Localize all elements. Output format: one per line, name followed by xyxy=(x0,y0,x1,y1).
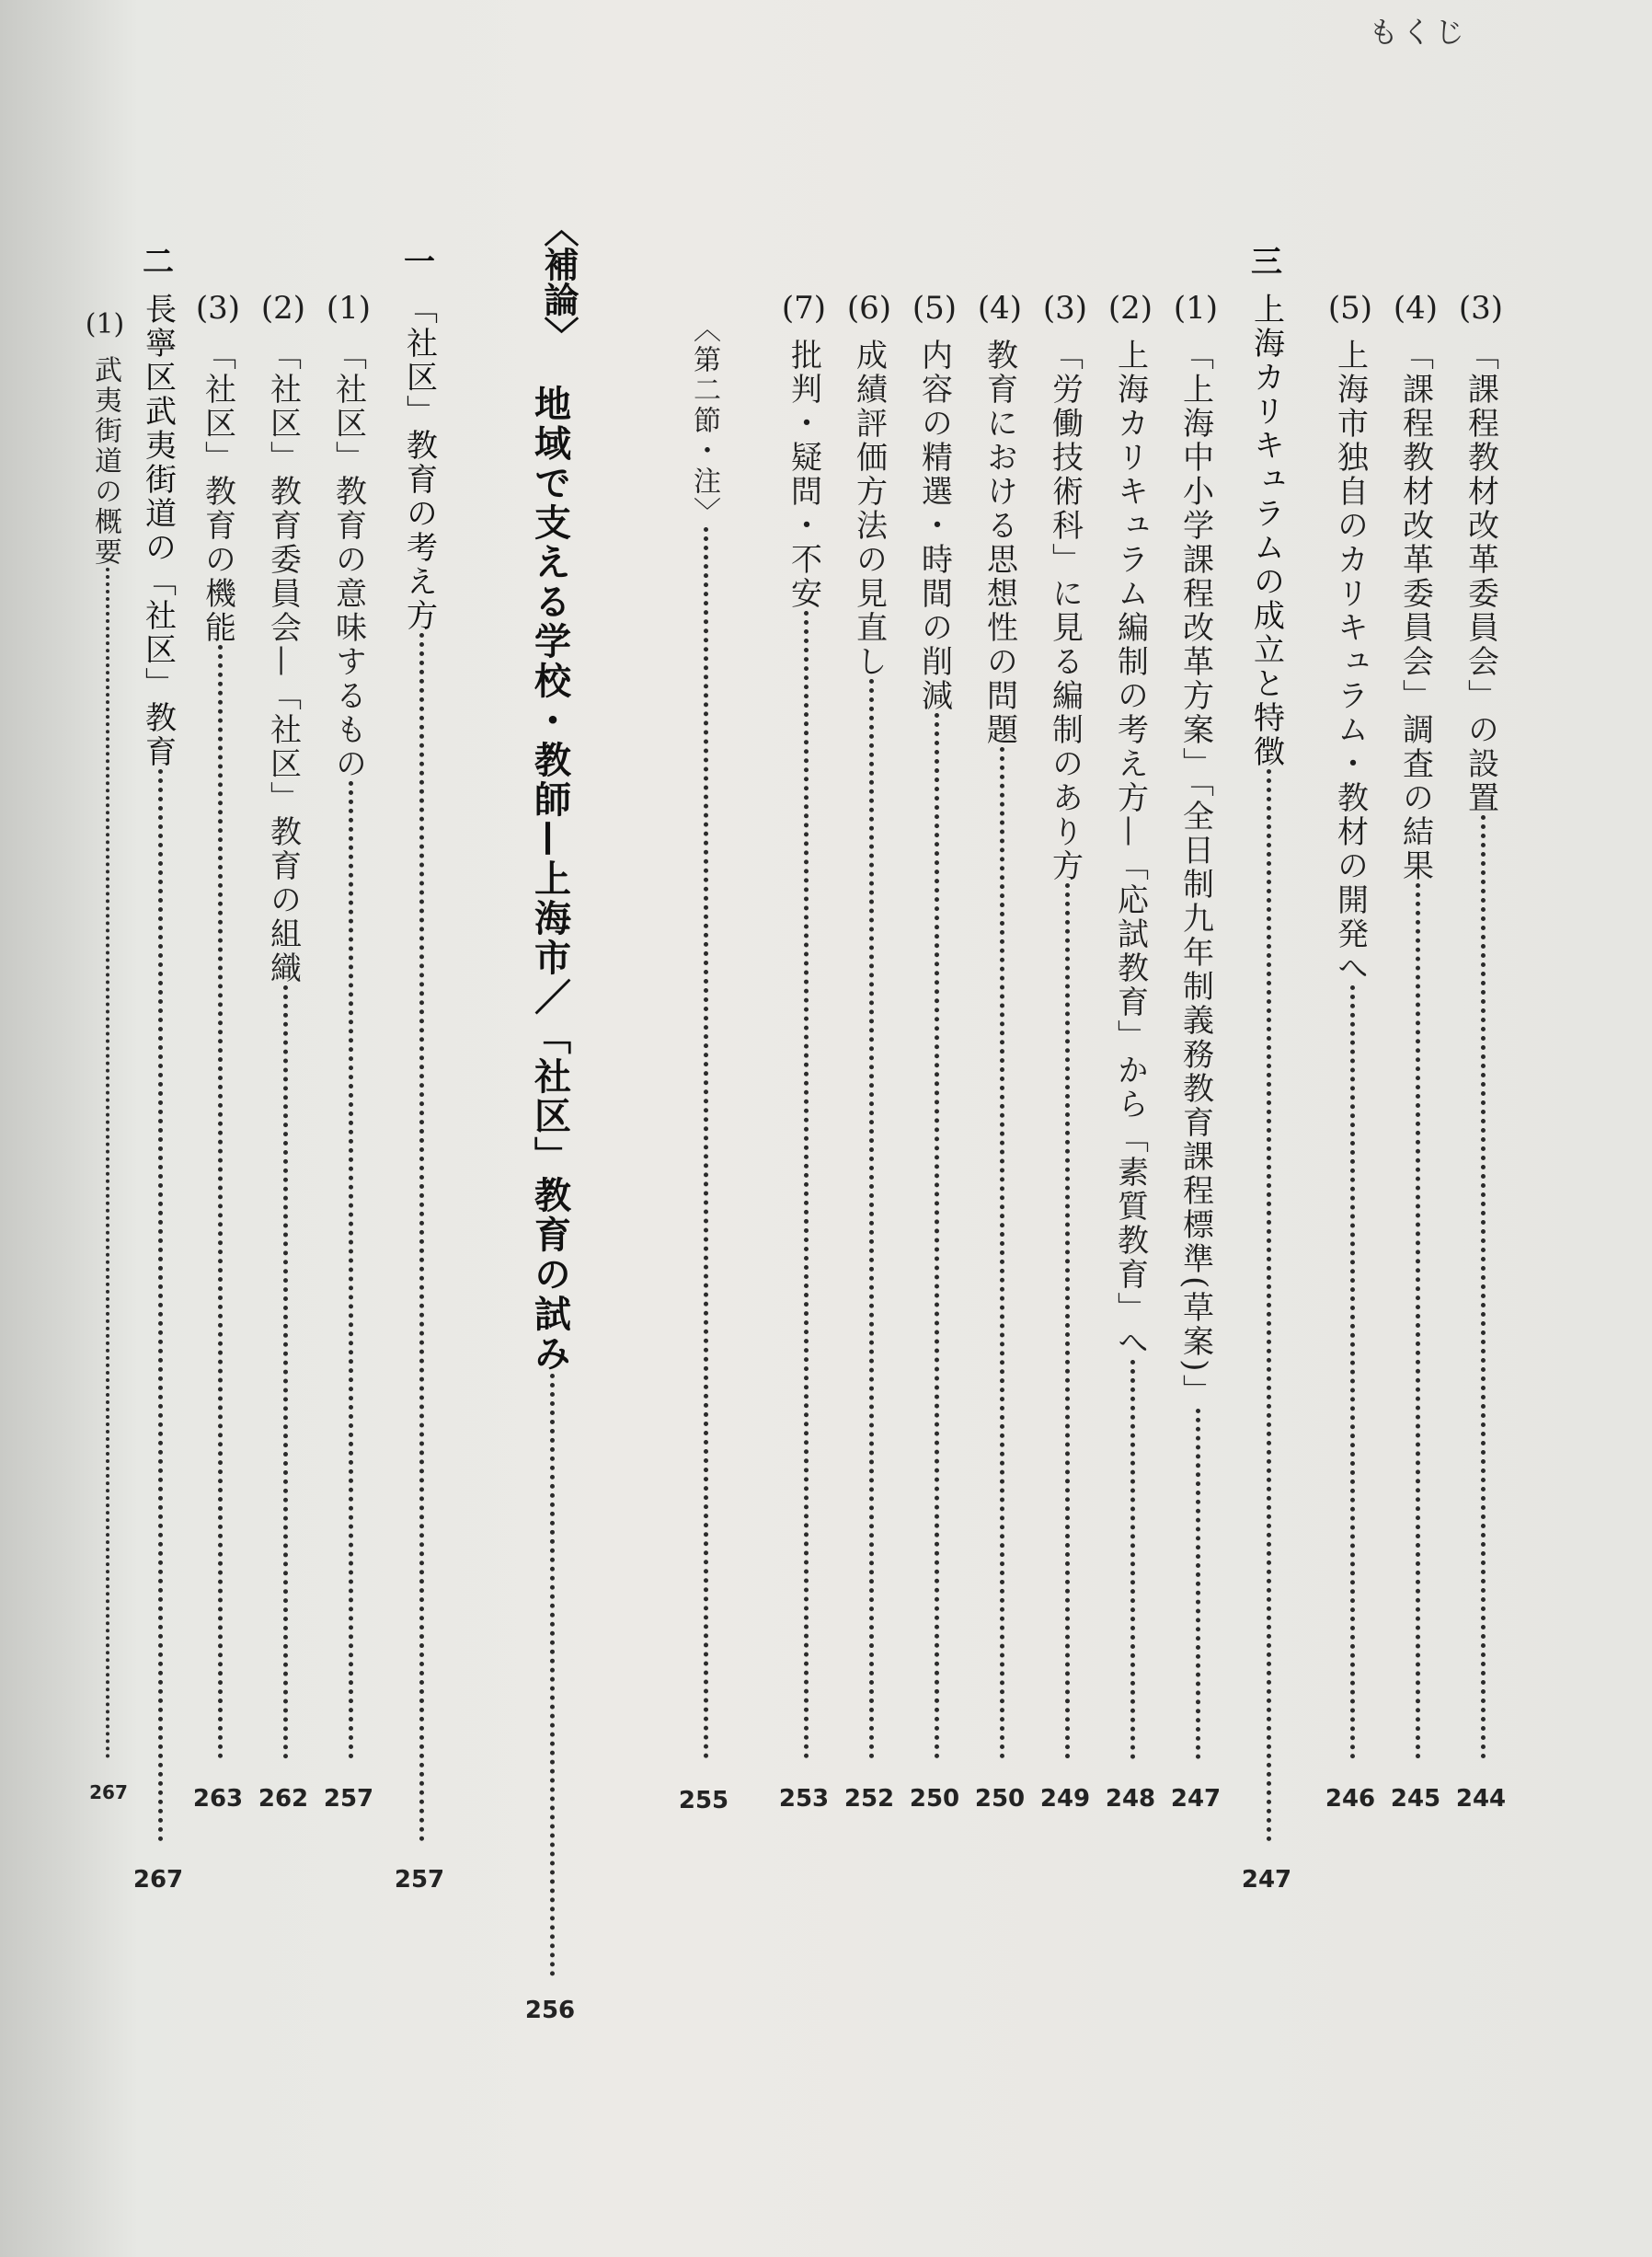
entry-title: 「社区」教育委員会—「社区」教育の組織 xyxy=(264,339,302,985)
entry-title: 「労働技術科」に見る編制のあり方 xyxy=(1046,339,1084,883)
dot-leader xyxy=(865,679,874,1759)
entry-number: (4) xyxy=(1393,290,1439,327)
entry-number: (1) xyxy=(326,290,372,327)
entry-title: 上海カリキュラムの成立と特徴 xyxy=(1247,293,1285,769)
entry-title: 〈第二節・注〉 xyxy=(688,315,720,527)
entry-title: 「社区」教育の考え方 xyxy=(400,293,438,633)
entry-title: 武夷街道の概要 xyxy=(89,355,121,568)
dot-leader xyxy=(344,781,353,1759)
entry-number: (2) xyxy=(1107,290,1153,327)
dot-leader xyxy=(1126,1360,1135,1759)
entry-page: 263 xyxy=(192,1785,244,1813)
entry-number: (6) xyxy=(846,290,892,327)
dot-leader xyxy=(100,568,109,1759)
entry-title: 「上海中小学課程改革方案」「全日制九年制義務教育課程標準(草案)」 xyxy=(1176,339,1214,1409)
entry-number: (5) xyxy=(1327,290,1373,327)
entry-page: 246 xyxy=(1325,1785,1376,1813)
entry-number: (4) xyxy=(977,290,1023,327)
entry-title: 「課程教材改革委員会」の設置 xyxy=(1462,339,1499,815)
entry-page: 250 xyxy=(909,1785,960,1813)
entry-page: 245 xyxy=(1390,1785,1441,1813)
entry-page: 250 xyxy=(974,1785,1026,1813)
entry-title: 上海市独自のカリキュラム・教材の開発へ xyxy=(1331,339,1369,985)
entry-title: 「課程教材改革委員会」調査の結果 xyxy=(1396,339,1434,883)
dot-leader xyxy=(799,611,809,1759)
entry-page: 244 xyxy=(1455,1785,1507,1813)
entry-number: (1) xyxy=(1173,290,1219,327)
entry-page: 262 xyxy=(258,1785,309,1813)
dot-leader xyxy=(1061,883,1070,1759)
entry-number: (3) xyxy=(195,290,241,327)
entry-number: (5) xyxy=(912,290,958,327)
entry-page: 256 xyxy=(524,1997,576,2024)
entry-page: 257 xyxy=(323,1785,374,1813)
entry-page: 267 xyxy=(132,1866,184,1894)
entry-page: 252 xyxy=(843,1785,895,1813)
entry-number: (3) xyxy=(1042,290,1088,327)
entry-page: 255 xyxy=(678,1787,729,1814)
entry-title: 「社区」教育の意味するもの xyxy=(329,339,367,781)
entry-number: (3) xyxy=(1458,290,1504,327)
entry-page: 253 xyxy=(778,1785,830,1813)
entry-title: 内容の精選・時間の削減 xyxy=(915,339,953,713)
dot-leader xyxy=(1191,1409,1200,1759)
running-header: もくじ xyxy=(1368,15,1468,50)
entry-title: 長寧区武夷街道の「社区」教育 xyxy=(139,293,177,769)
entry-title: 成績評価方法の見直し xyxy=(850,339,888,679)
section-number: 二 xyxy=(143,244,174,281)
supplement-label: 〈補論〉 xyxy=(538,212,579,351)
dot-leader xyxy=(415,633,424,1842)
dot-leader xyxy=(279,985,288,1759)
dot-leader xyxy=(154,769,163,1842)
entry-page: 257 xyxy=(394,1866,445,1894)
section-number: 一 xyxy=(404,244,435,281)
dot-leader xyxy=(1346,985,1355,1759)
entry-title: 教育における思想性の問題 xyxy=(981,339,1018,747)
entry-number: (1) xyxy=(85,308,125,340)
dot-leader xyxy=(1476,815,1486,1759)
entry-title: 上海カリキュラム編制の考え方—「応試教育」から「素質教育」へ xyxy=(1111,339,1149,1360)
section-number: 三 xyxy=(1251,244,1282,281)
dot-leader xyxy=(1411,883,1420,1759)
dot-leader xyxy=(1262,769,1271,1842)
entry-title: 「社区」教育の機能 xyxy=(199,339,236,645)
dot-leader xyxy=(545,1374,555,1976)
entry-page: 247 xyxy=(1241,1866,1292,1894)
entry-title: 批判・疑問・不安 xyxy=(785,339,822,611)
entry-title: 地域で支える学校・教師—上海市／「社区」教育の試み xyxy=(528,385,571,1374)
dot-leader xyxy=(213,645,223,1759)
entry-page: 247 xyxy=(1170,1785,1222,1813)
entry-page: 267 xyxy=(89,1781,128,1803)
dot-leader xyxy=(995,747,1004,1759)
entry-page: 249 xyxy=(1039,1785,1091,1813)
entry-number: (2) xyxy=(260,290,306,327)
dot-leader xyxy=(699,527,708,1759)
dot-leader xyxy=(930,713,939,1759)
entry-page: 248 xyxy=(1105,1785,1156,1813)
entry-number: (7) xyxy=(781,290,827,327)
